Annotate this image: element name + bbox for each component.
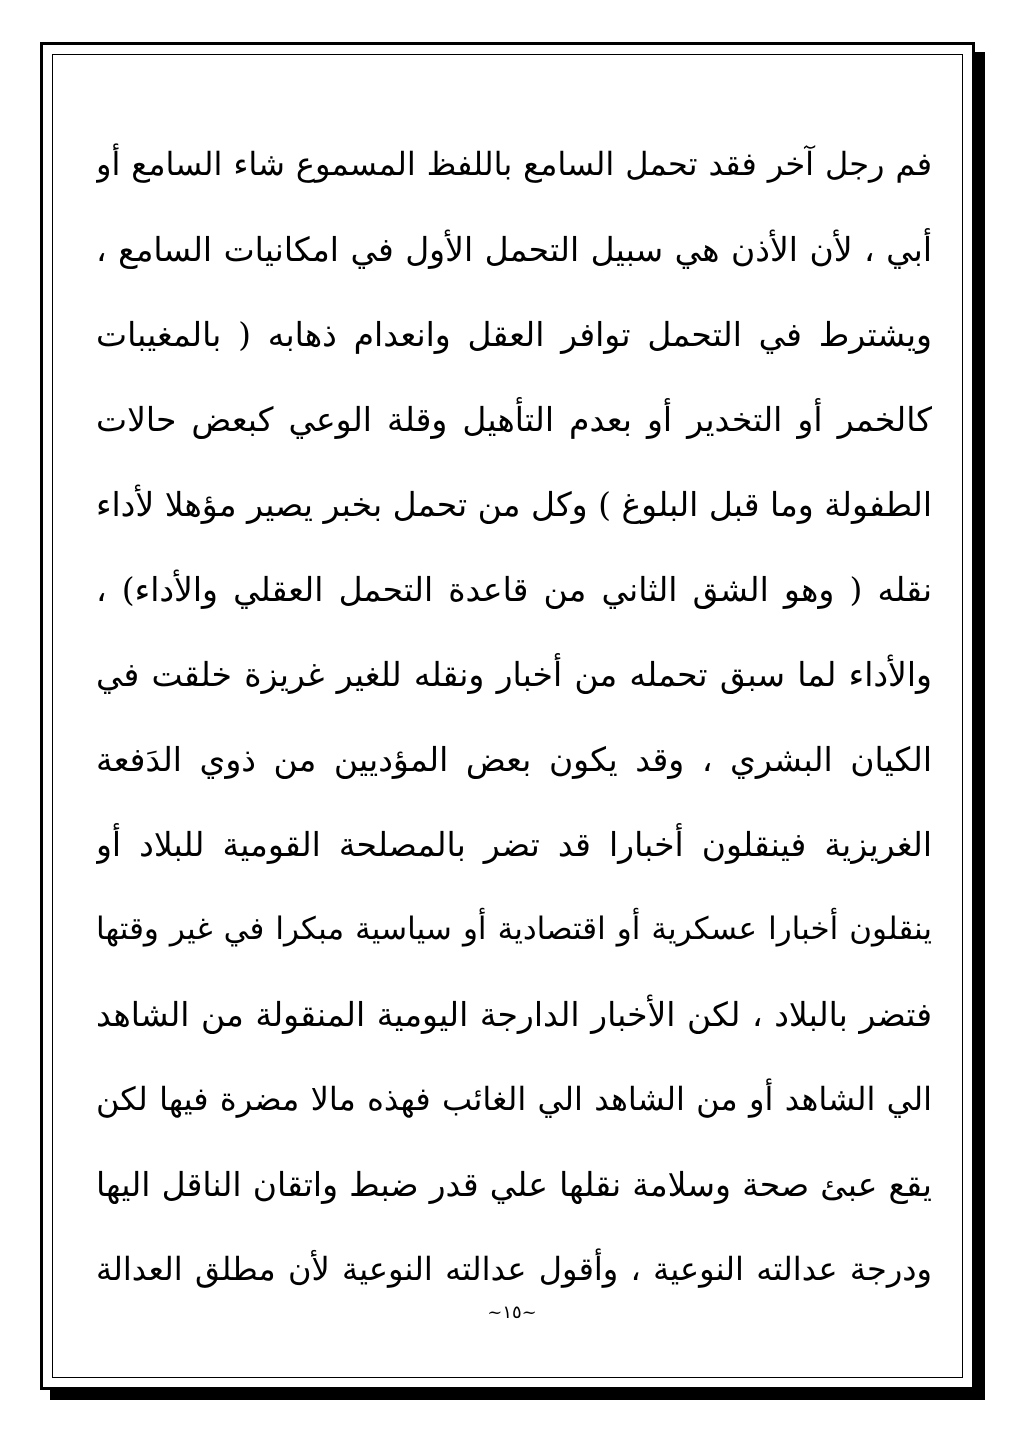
text-line-8: الكيان البشري ، وقد يكون بعض المؤديين من ذوي الدَفعة: [96, 740, 932, 779]
text-line-10: ينقلون أخبارا عسكرية أو اقتصادية أو سياسية مبكرا في غير وقتها: [96, 911, 932, 947]
text-line-14: ودرجة عدالته النوعية ، وأقول عدالته النوعية لأن مطلق العدالة: [96, 1250, 932, 1288]
text-line-6: نقله ( وهو الشق الثاني من قاعدة التحمل العقلي والأداء) ،: [96, 570, 932, 609]
text-line-5: الطفولة وما قبل البلوغ ) وكل من تحمل بخبر يصير مؤهلا لأداء: [96, 485, 932, 524]
text-line-4: كالخمر أو التخدير أو بعدم التأهيل وقلة الوعي كبعض حالات: [96, 400, 932, 439]
text-line-7: والأداء لما سبق تحمله من أخبار ونقله للغير غريزة خلقت في: [96, 655, 932, 694]
text-line-11: فتضر بالبلاد ، لكن الأخبار الدارجة اليومية المنقولة من الشاهد: [96, 995, 932, 1034]
text-line-9: الغريزية فينقلون أخبارا قد تضر بالمصلحة القومية للبلاد أو: [96, 825, 932, 864]
page-number: ~١٥~: [487, 1302, 537, 1323]
text-line-2: أبي ، لأن الأذن هي سبيل التحمل الأول في امكانيات السامع ،: [96, 230, 932, 269]
text-line-3: ويشترط في التحمل توافر العقل وانعدام ذهابه ( بالمغيبات: [96, 315, 932, 354]
body-text: [96, 122, 932, 1312]
text-line-12: الي الشاهد أو من الشاهد الي الغائب فهذه مالا مضرة فيها لكن: [96, 1080, 932, 1118]
text-line-1: فم رجل آخر فقد تحمل السامع باللفظ المسموع شاء السامع أو: [96, 145, 932, 183]
text-line-13: يقع عبئ صحة وسلامة نقلها علي قدر ضبط واتقان الناقل اليها: [96, 1165, 932, 1204]
